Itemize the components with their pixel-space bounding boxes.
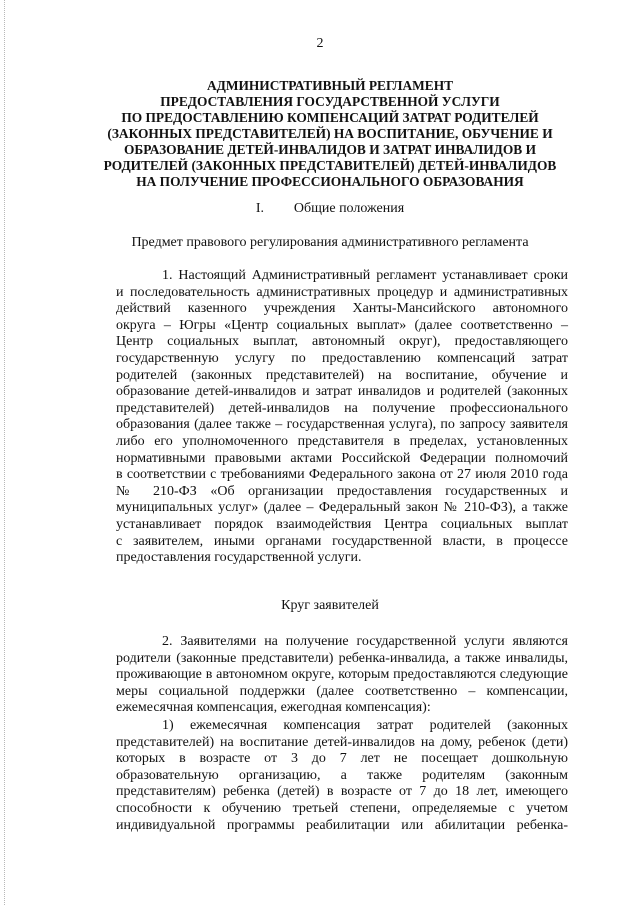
paragraph-line: государственную услугу по предоставлению компенсаций затрат [116, 350, 568, 366]
paragraph-line: № 210-ФЗ «Об организации предоставления государственных и [116, 483, 568, 499]
section-heading [0, 201, 640, 217]
subheading-applicants: Круг заявителей [281, 598, 379, 613]
title-line: НА ПОЛУЧЕНИЕ ПРОФЕССИОНАЛЬНОГО ОБРАЗОВАНИЯ [136, 174, 524, 189]
paragraph-1 [116, 268, 568, 567]
paragraph-line: устанавливает порядок взаимодействия Центра социальных выплат [116, 516, 568, 532]
paragraph-line: способности к обучению третьей степени, определяемые с учетом [116, 800, 568, 816]
paragraph-line: 1. Настоящий Административный регламент устанавливает сроки [162, 268, 568, 283]
paragraph-line: образования (далее также – государственная услуга), по запросу заявителя [116, 417, 568, 433]
title-line: РОДИТЕЛЕЙ (ЗАКОННЫХ ПРЕДСТАВИТЕЛЕЙ) ДЕТЕЙ-ИНВАЛИДОВ [103, 158, 557, 173]
paragraph-line: округа – Югры «Центр социальных выплат» (далее соответственно – [116, 317, 568, 333]
paragraph-line: ежемесячная компенсация, ежегодная компенсация): [116, 700, 431, 716]
paragraph-line: нормативными правовыми актами Российской Федерации полномочий [116, 450, 568, 466]
paragraph-line: Центр социальных выплат, автономный округ), предоставляющего [116, 334, 568, 350]
paragraph-line: 2. Заявителями на получение государственной услуги являются [162, 634, 568, 649]
paragraph-2 [116, 634, 568, 717]
paragraph-line: представителям) ребенка (детей) в возрасте от 7 до 18 лет, имеющего [116, 784, 568, 800]
section-number: I. [255, 201, 265, 216]
paragraph-line: родители (законные представители) ребенка-инвалида, а также инвалиды, [116, 650, 568, 666]
title-line: ОБРАЗОВАНИЕ ДЕТЕЙ-ИНВАЛИДОВ И ЗАТРАТ ИНВАЛИДОВ И [124, 142, 536, 157]
paragraph-line: в соответствии с требованиями Федерального закона от 27 июля 2010 года [116, 467, 568, 483]
paragraph-line: меры социальной поддержки (далее соответственно – компенсации, [116, 683, 568, 699]
subheading-legal-regulation: Предмет правового регулирования административного регламента [131, 235, 529, 250]
paragraph-line: и последовательность административных процедур и административных [116, 284, 568, 300]
paragraph-line: индивидуальной программы реабилитации или абилитации ребенка- [116, 817, 568, 833]
paragraph-line: муниципальных услуг» (далее – Федеральный закон № 210-ФЗ), а также [116, 500, 568, 516]
paragraph-line: родителей (законных представителей) на воспитание, обучение и [116, 367, 568, 383]
document-title [100, 78, 560, 190]
section-title: Общие положения [293, 201, 405, 216]
title-line: ПО ПРЕДОСТАВЛЕНИЮ КОМПЕНСАЦИЙ ЗАТРАТ РОДИТЕЛЕЙ [121, 110, 539, 125]
paragraph-line: которых в возрасте от 3 до 7 лет не посещает дошкольную [116, 751, 568, 767]
paragraph-line: представителей) детей-инвалидов на получение профессионального [116, 400, 568, 416]
title-line: ПРЕДОСТАВЛЕНИЯ ГОСУДАРСТВЕННОЙ УСЛУГИ [160, 94, 500, 109]
paragraph-line: с заявителем, иными органами государственной власти, в процессе [116, 533, 568, 549]
page-number: 2 [316, 36, 324, 51]
paragraph-line: предоставления государственной услуги. [116, 550, 362, 566]
paragraph-line: проживающие в автономном округе, которым предоставляются следующие [116, 667, 568, 683]
title-line: (ЗАКОННЫХ ПРЕДСТАВИТЕЛЕЙ) НА ВОСПИТАНИЕ, ОБУЧЕНИЕ И [107, 126, 553, 141]
paragraph-line: образовательную организацию, а также родителям (законным [116, 767, 568, 783]
paragraph-3 [116, 718, 568, 834]
paragraph-line: образование детей-инвалидов и затрат инвалидов и родителей (законных [116, 384, 568, 400]
paragraph-line: действий казенного учреждения Ханты-Мансийского автономного [116, 301, 568, 317]
title-line: АДМИНИСТРАТИВНЫЙ РЕГЛАМЕНТ [206, 78, 454, 93]
scan-edge-artifact [4, 0, 5, 905]
paragraph-line: 1) ежемесячная компенсация затрат родителей (законных [162, 718, 568, 733]
paragraph-line: либо его уполномоченного представителя в пределах, установленных [116, 433, 568, 449]
paragraph-line: представителей) на воспитание детей-инвалидов на дому, ребенок (дети) [116, 734, 568, 750]
